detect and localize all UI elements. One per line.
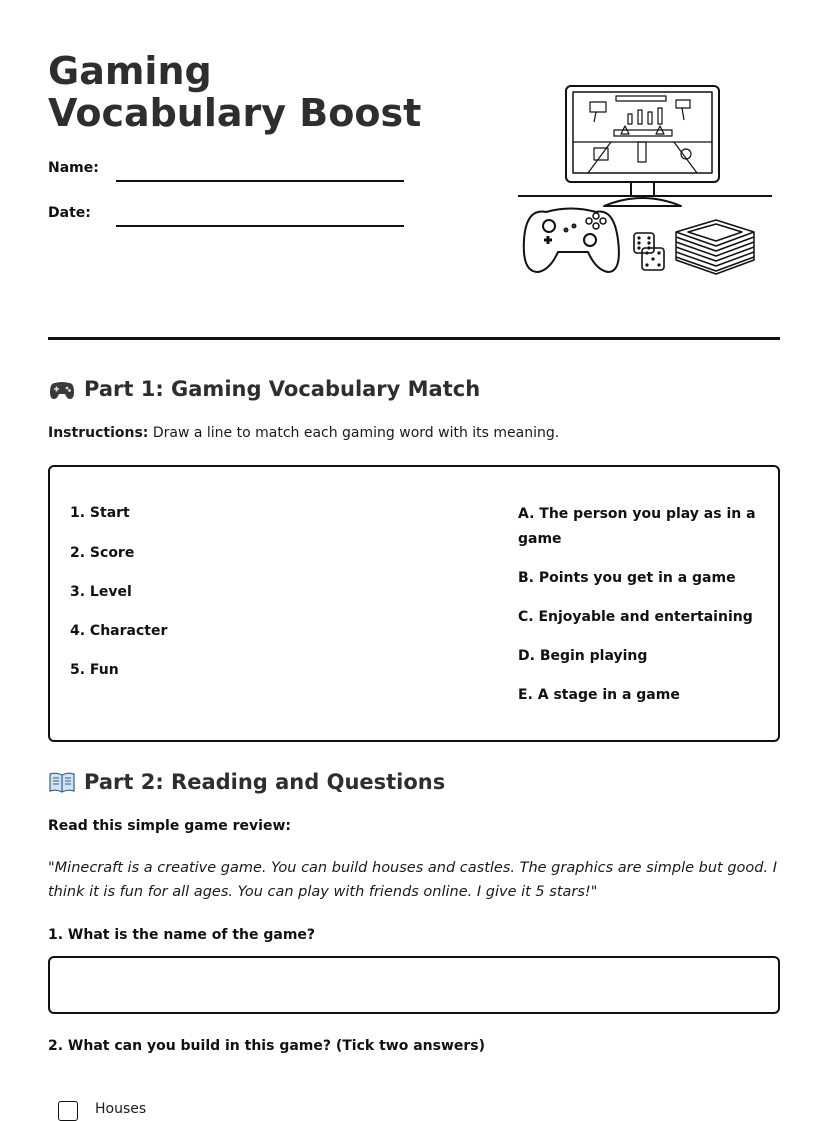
part1-heading [48,375,480,403]
match-word[interactable]: 2. Score [70,545,135,561]
match-definition[interactable]: B. Points you get in a game [518,570,736,586]
date-line[interactable] [116,225,404,227]
open-book-icon [48,768,76,796]
part2-heading-text: Part 2: Reading and Questions [84,770,446,794]
reading-prompt: Read this simple game review: [48,818,291,834]
question-1-answer-box[interactable] [48,956,780,1014]
question-2: 2. What can you build in this game? (Tick two answers) [48,1038,486,1054]
part1-heading-text: Part 1: Gaming Vocabulary Match [84,377,481,401]
match-word[interactable]: 4. Character [70,623,168,639]
date-label: Date: [48,205,91,221]
question-1: 1. What is the name of the game? [48,927,316,943]
match-definition[interactable]: A. The person you play as in a game [518,506,756,547]
match-definition[interactable]: C. Enjoyable and entertaining [518,609,753,625]
game-controller-icon [48,375,76,403]
match-word[interactable]: 5. Fun [70,662,119,678]
houses-option-label: Houses [95,1101,147,1117]
worksheet-title: Gaming Vocabulary Boost [48,49,422,135]
part1-instructions [48,425,559,441]
match-word[interactable]: 1. Start [70,505,130,521]
match-word[interactable]: 3. Level [70,584,132,600]
houses-checkbox[interactable] [58,1101,78,1121]
instructions-label: Instructions: [48,425,149,441]
vocabulary-match-box [48,465,780,742]
section-divider [48,337,780,340]
instructions-text: Draw a line to match each gaming word with its meaning. [152,425,560,441]
name-label: Name: [48,160,99,176]
name-line[interactable] [116,180,404,182]
game-review-text: "Minecraft is a creative game. You can build houses and castles. The graphics are simple but good. I think it is fun for all ages. You can play with friends online. I give it 5 stars!" [48,860,777,900]
match-definition[interactable]: D. Begin playing [518,648,648,664]
part2-heading [48,768,445,796]
gaming-setup-illustration [516,80,776,280]
match-definition[interactable]: E. A stage in a game [518,687,680,703]
